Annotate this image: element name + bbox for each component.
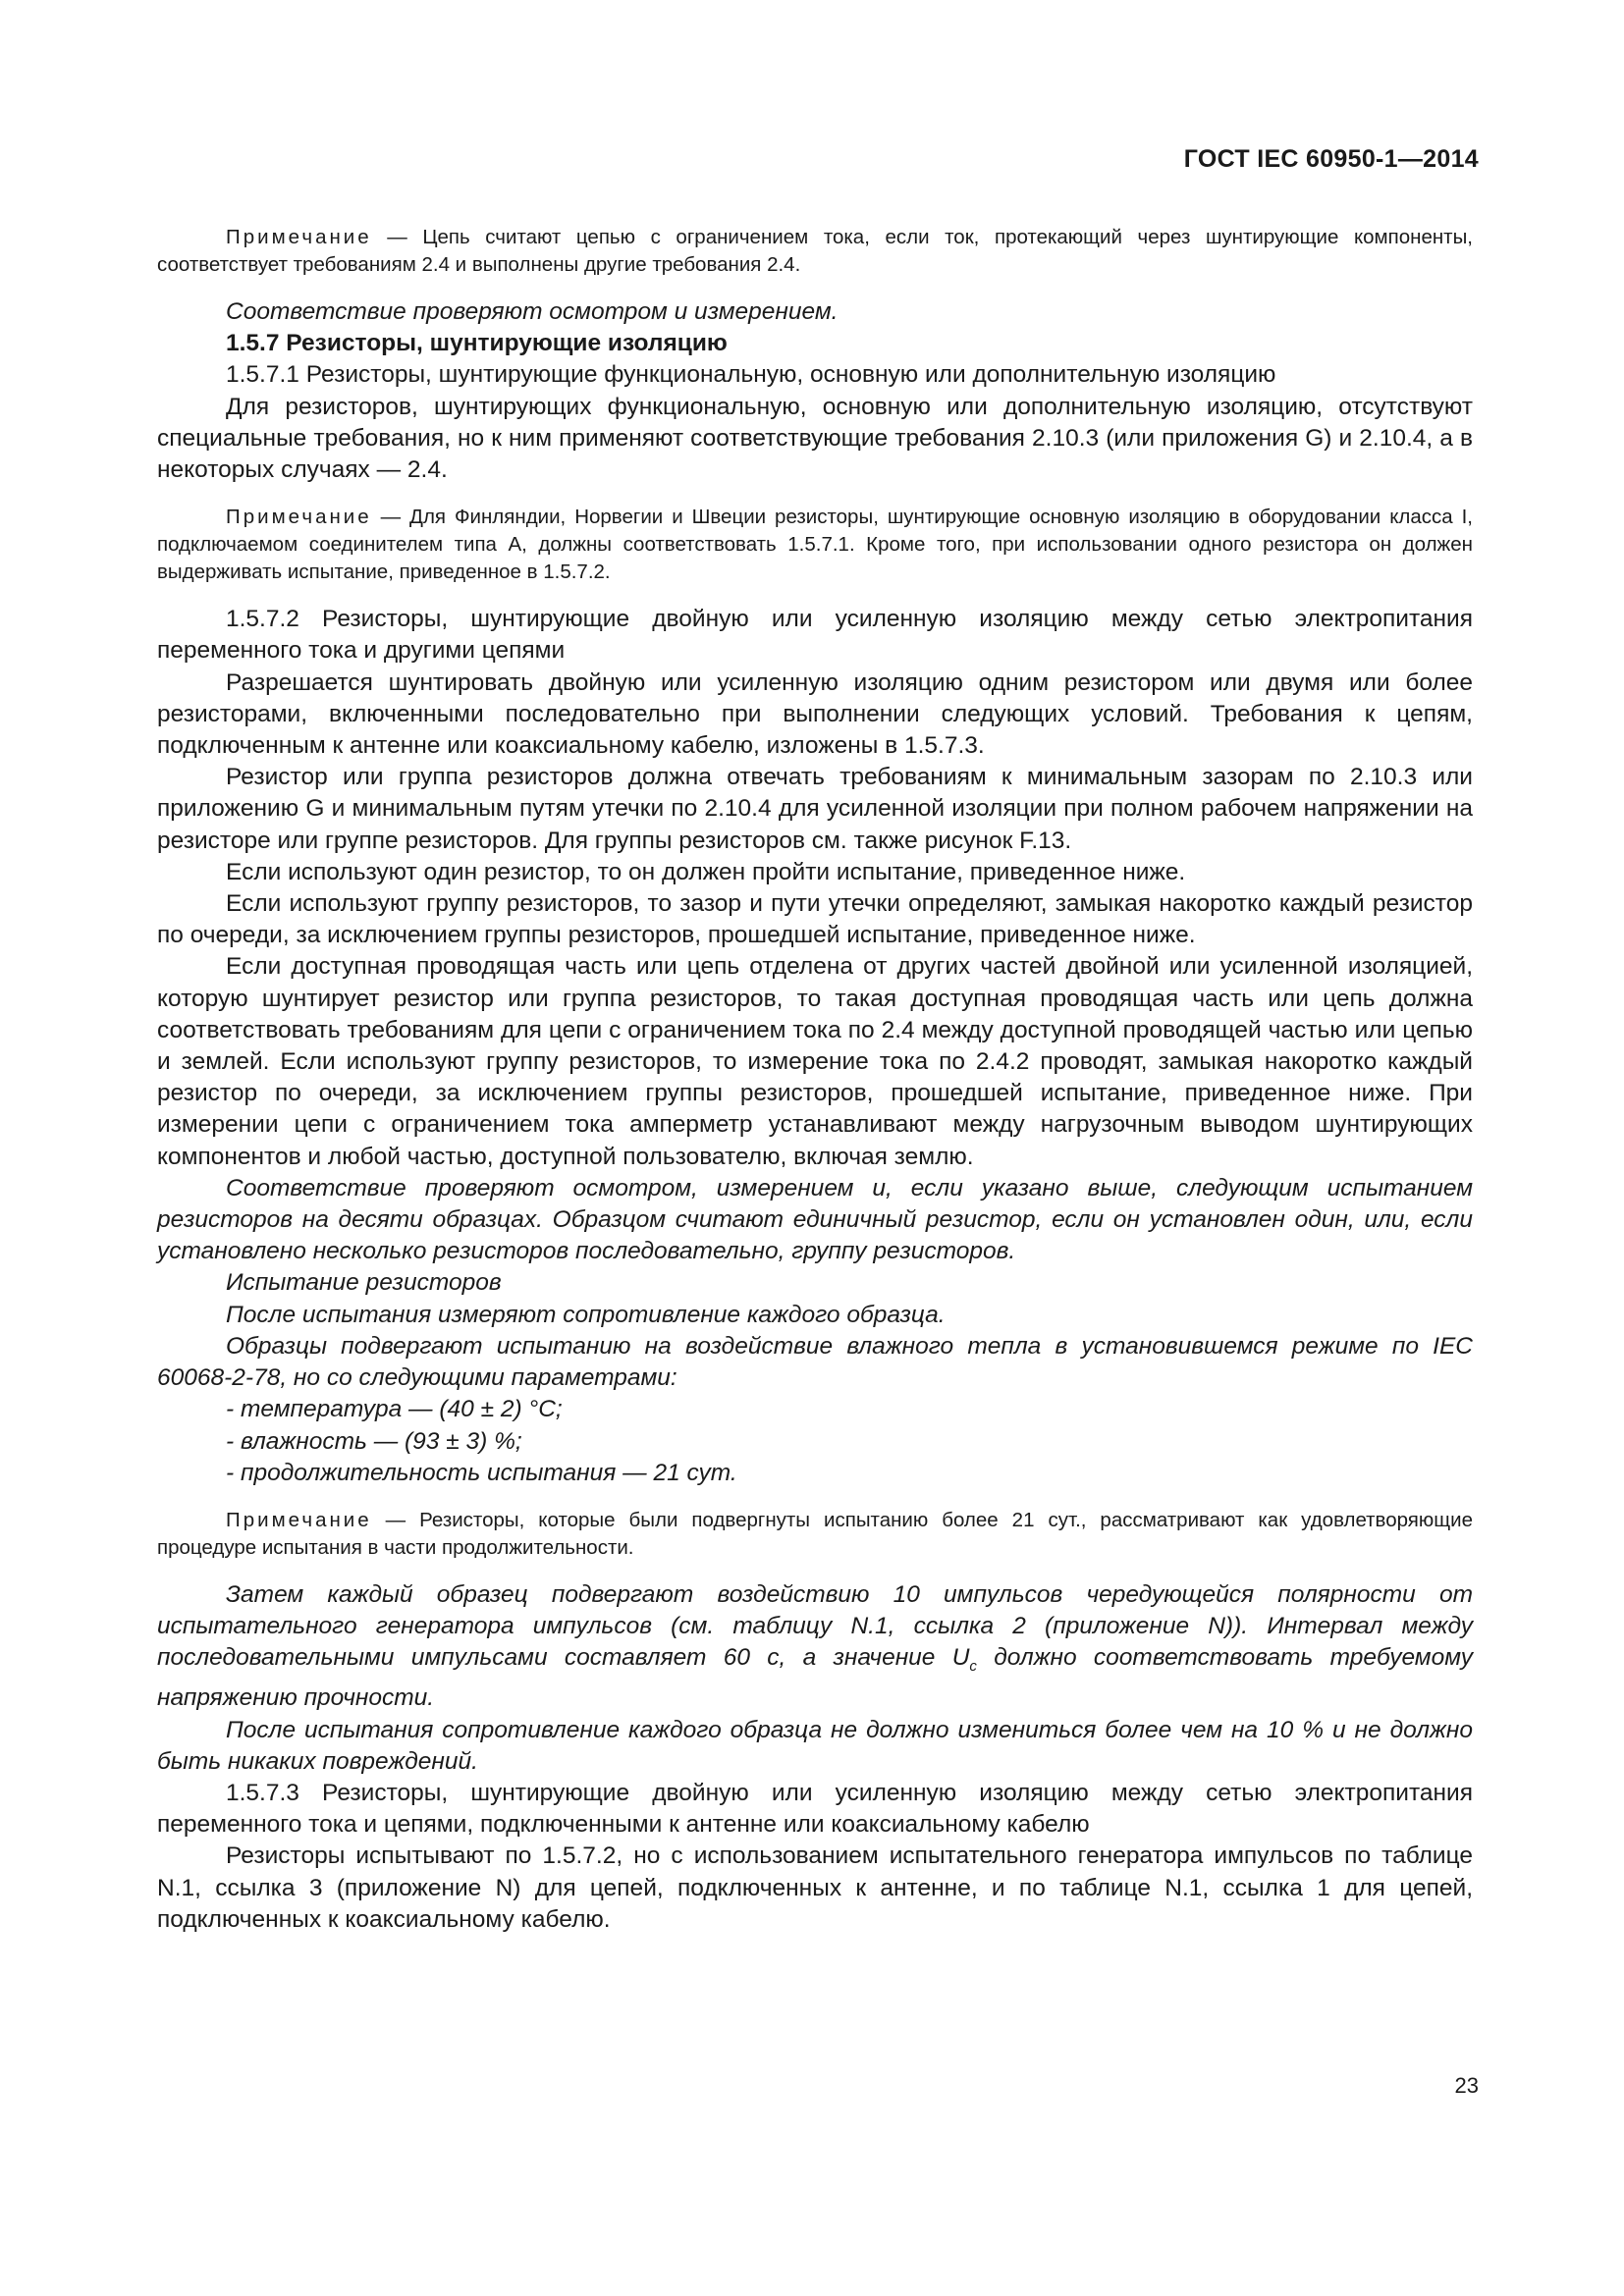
clause-title: 1.5.7.2 Резисторы, шунтирующие двойную или усиленную изоляцию между сетью электропитания переменного тока и другими цепями: [157, 606, 1473, 665]
note-3: [157, 1507, 1473, 1562]
paragraph: Резистор или группа резисторов должна отвечать требованиям к минимальным зазорам по 2.10.3 или приложению G и минимальным путям утечки по 2.10.4 для усиленной изоляции при полном рабочем напряжении на резисторе или группе резисторов. Для группы резисторов см. также рисунок F.13.: [157, 764, 1473, 854]
pulse-test-text: [157, 1579, 1473, 1715]
paragraph: Для резисторов, шунтирующих функциональную, основную или дополнительную изоляцию, отсутствуют специальные требования, но к ним применяют соответствующие требования 2.10.3 (или приложения G) и 2.10.4, а в некоторых случаях — 2.4.: [157, 393, 1473, 484]
test-text: После испытания сопротивление каждого образца не должно измениться более чем на 10 % и не должно быть никаких повреждений.: [157, 1716, 1473, 1775]
compliance-text: Соответствие проверяют осмотром, измерением и, если указано выше, следующим испытанием резисторов на десяти образцах. Образцом считают единичный резистор, если он установлен один, или, если установлено несколько резисторов последовательно, группу резисторов.: [157, 1174, 1473, 1265]
paragraph: Если доступная проводящая часть или цепь отделена от других частей двойной или усиленной изоляцией, которую шунтирует резистор или группа резисторов, то такая доступная проводящая часть или цепь должна соответствовать требованиям для цепи с ограничением тока по 2.4 между доступной проводящей частью или цепью и землей. Если используют группу резисторов, то измерение тока по 2.4.2 проводят, замыкая накоротко каждый резистор по очереди, за исключением группы резисторов, прошедшей испытание, приведенное ниже. При измерении цепи с ограничением тока амперметр устанавливают между нагрузочным выводом шунтирующих компонентов и любой частью, доступной пользователю, включая землю.: [157, 953, 1473, 1170]
document-header: ГОСТ IEC 60950-1—2014: [1183, 145, 1479, 173]
paragraph: Разрешается шунтировать двойную или усиленную изоляцию одним резистором или двумя или более резисторами, включенными последовательно при выполнении следующих условий. Требования к цепям, подключенным к антенне или коаксиальному кабелю, изложены в 1.5.7.3.: [157, 668, 1473, 760]
param-item: - температура — (40 ± 2) °C;: [226, 1396, 563, 1423]
note-1: [157, 224, 1473, 279]
paragraph: Если используют группу резисторов, то зазор и пути утечки определяют, замыкая накоротко каждый резистор по очереди, за исключением группы резисторов, прошедшей испытание, приведенное ниже.: [157, 890, 1473, 949]
test-text: Образцы подвергают испытанию на воздействие влажного тепла в установившемся режиме по IEC 60068-2-78, но со следующими параметрами:: [157, 1332, 1473, 1392]
test-text: После испытания измеряют сопротивление каждого образца.: [226, 1301, 946, 1328]
page-number: 23: [1454, 2073, 1479, 2098]
pulse-subscript: c: [969, 1658, 977, 1676]
param-item: - продолжительность испытания — 21 сут.: [226, 1459, 737, 1486]
clause-title: 1.5.7.3 Резисторы, шунтирующие двойную или усиленную изоляцию между сетью электропитания переменного тока и цепями, подключенными к антенне или коаксиальному кабелю: [157, 1780, 1473, 1839]
pulse-text-b: должно соответствовать требуемому напряжению прочности.: [157, 1644, 1473, 1712]
clause-title: 1.5.7.1 Резисторы, шунтирующие функциональную, основную или дополнительную изоляцию: [226, 361, 1276, 389]
paragraph: Если используют один резистор, то он должен пройти испытание, приведенное ниже.: [226, 858, 1186, 885]
param-item: - влажность — (93 ± 3) %;: [226, 1427, 522, 1455]
note-2: [157, 504, 1473, 586]
pulse-text-a: Затем каждый образец подвергают воздействию 10 импульсов чередующейся полярности от испытательного генератора импульсов (см. таблицу N.1, ссылка 2 (приложение N)). Интервал между последовательными импульсами составляет 60 с, а значение U: [157, 1580, 1473, 1672]
page-content: [157, 224, 1473, 1936]
note-text: — Резисторы, которые были подвергнуты испытанию более 21 сут., рассматривают как удовлетворяющие процедуре испытания в части продолжительности.: [157, 1508, 1473, 1559]
section-heading: 1.5.7 Резисторы, шунтирующие изоляцию: [226, 330, 728, 357]
note-label: Примечание: [226, 1508, 372, 1531]
note-label: Примечание: [226, 226, 372, 248]
paragraph: Резисторы испытывают по 1.5.7.2, но с использованием испытательного генератора импульсов по таблице N.1, ссылка 3 (приложение N) для цепей, подключенных к антенне, и по таблице N.1, ссылка 1 для цепей, подключенных к коаксиальному кабелю.: [157, 1842, 1473, 1933]
compliance-text: Соответствие проверяют осмотром и измерением.: [226, 298, 839, 325]
note-text: — Цепь считают цепью с ограничением тока, если ток, протекающий через шунтирующие компоненты, соответствует требованиям 2.4 и выполнены другие требования 2.4.: [157, 226, 1473, 276]
note-label: Примечание: [226, 506, 372, 529]
note-text: — Для Финляндии, Норвегии и Швеции резисторы, шунтирующие основную изоляцию в оборудовании класса I, подключаемом соединителем типа А, должны соответствовать 1.5.7.1. Кроме того, при использовании одного резистора он должен выдерживать испытание, приведенное в 1.5.7.2.: [157, 506, 1473, 584]
test-title: Испытание резисторов: [226, 1269, 502, 1297]
